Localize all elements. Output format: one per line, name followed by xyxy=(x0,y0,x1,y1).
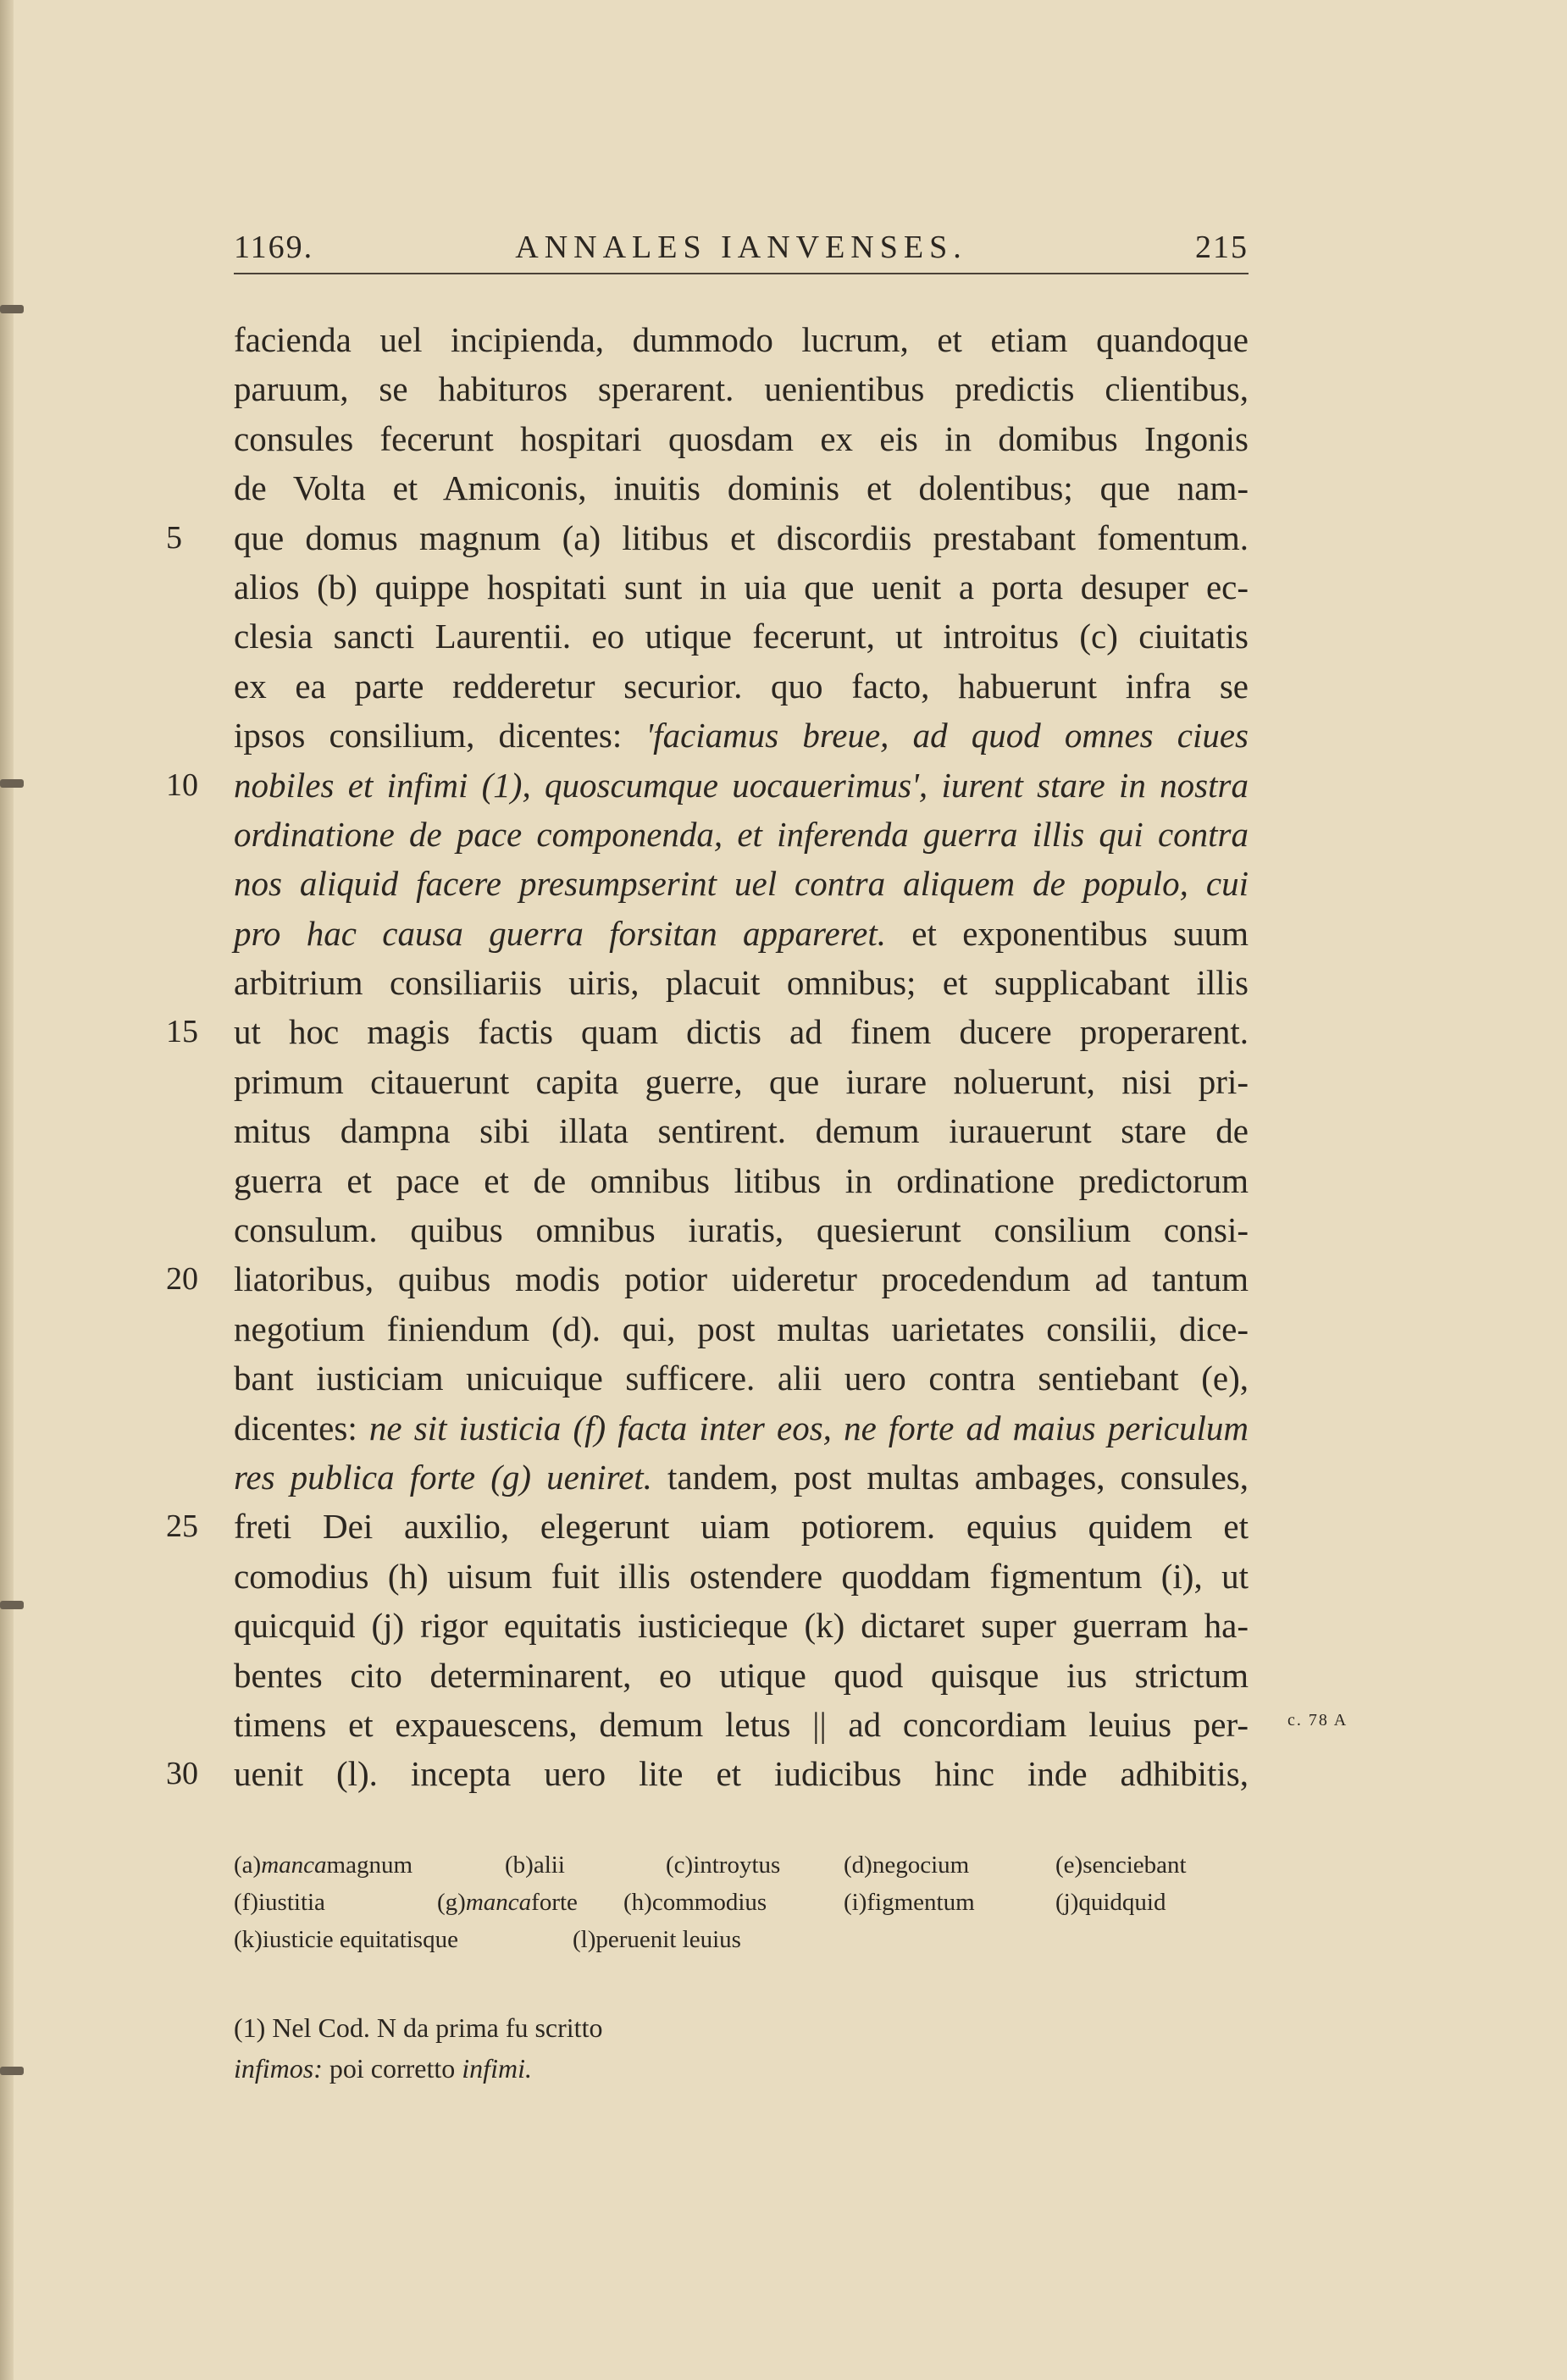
text-line-content xyxy=(234,810,1249,859)
line-number: 10 xyxy=(166,767,198,803)
variant-text: introytus xyxy=(693,1851,781,1879)
line-number: 15 xyxy=(166,1014,198,1050)
roman-text: et exponentibus suum xyxy=(911,913,1249,953)
variant-label: (k) xyxy=(234,1926,263,1953)
text-line xyxy=(234,1353,1249,1403)
variant-reading xyxy=(844,1884,975,1921)
text-line xyxy=(234,1651,1249,1700)
text-line-content xyxy=(234,1552,1249,1601)
text-line-content xyxy=(234,1749,1249,1798)
footnote-line xyxy=(234,2048,911,2089)
binding-mark xyxy=(0,1601,24,1609)
header-year: 1169. xyxy=(234,230,314,265)
text-line-content xyxy=(234,364,1249,413)
variant-reading xyxy=(1055,1884,1166,1921)
running-header xyxy=(234,222,1249,274)
text-line xyxy=(234,859,1249,908)
variant-label: (j) xyxy=(1055,1889,1079,1916)
variant-reading xyxy=(234,1884,325,1921)
variant-italic: manca xyxy=(261,1851,327,1879)
roman-text: alios (b) quippe hospitati sunt in uia que uenit a porta desuper ec- xyxy=(234,567,1249,606)
variant-label: (g) xyxy=(437,1889,466,1916)
variant-reading xyxy=(234,1846,413,1884)
text-line xyxy=(234,1057,1249,1106)
text-line-content xyxy=(234,1353,1249,1403)
roman-text: comodius (h) uisum fuit illis ostendere quoddam figmentum (i), ut xyxy=(234,1556,1249,1596)
roman-text: guerra et pace et de omnibus litibus in ordinatione predictorum xyxy=(234,1160,1249,1200)
variant-readings xyxy=(234,1846,1250,1958)
text-line-content xyxy=(234,1205,1249,1254)
text-line-content xyxy=(234,1502,1249,1551)
variant-row xyxy=(234,1846,1250,1884)
text-line xyxy=(234,364,1249,413)
footnote-text: poi corretto xyxy=(329,2053,456,2084)
text-line-content xyxy=(234,612,1249,661)
text-line xyxy=(234,1453,1249,1502)
text-line xyxy=(234,612,1249,661)
variant-label: (a) xyxy=(234,1851,262,1879)
page-edge xyxy=(0,0,14,2380)
text-line-content xyxy=(234,958,1249,1007)
text-line-content xyxy=(234,315,1249,364)
text-line xyxy=(234,315,1249,364)
text-line xyxy=(234,414,1249,463)
text-line-content xyxy=(234,1106,1249,1155)
variant-label: (i) xyxy=(844,1889,867,1916)
line-number: 25 xyxy=(166,1508,198,1545)
text-line-content xyxy=(234,761,1249,810)
roman-text: quicquid (j) rigor equitatis iusticieque (k) dictaret super guerram ha- xyxy=(234,1606,1249,1646)
roman-text: bentes cito determinarent, eo utique quod quisque ius strictum xyxy=(234,1655,1249,1695)
variant-text: magnum xyxy=(326,1851,413,1879)
text-line xyxy=(234,1552,1249,1601)
italic-text: nobiles et infimi (1), quoscumque uocauerimus', iurent stare in nostra xyxy=(234,765,1249,805)
text-line xyxy=(234,1205,1249,1254)
text-line-content xyxy=(234,1403,1249,1453)
text-line xyxy=(166,1749,1249,1798)
roman-text: dicentes: xyxy=(234,1408,369,1447)
variant-text: iusticie equitatisque xyxy=(262,1926,458,1953)
variant-label: (l) xyxy=(573,1926,596,1953)
line-number: 30 xyxy=(166,1756,198,1792)
variant-reading xyxy=(623,1884,767,1921)
text-line-content xyxy=(234,1254,1249,1303)
text-line-content xyxy=(234,909,1249,958)
roman-text: ipsos consilium, dicentes: xyxy=(234,716,646,756)
variant-reading xyxy=(666,1846,780,1884)
text-line xyxy=(234,1106,1249,1155)
text-line xyxy=(166,761,1249,810)
italic-text: pro hac causa guerra forsitan appareret. xyxy=(234,913,912,953)
text-line-content xyxy=(234,1007,1249,1056)
text-line xyxy=(166,1502,1249,1551)
variant-italic: manca xyxy=(465,1889,532,1916)
text-line-content xyxy=(234,463,1249,512)
text-line-content xyxy=(234,661,1249,711)
text-line xyxy=(234,810,1249,859)
variant-label: (h) xyxy=(623,1889,652,1916)
line-number: 20 xyxy=(166,1261,198,1298)
roman-text: primum citauerunt capita guerre, que iurare noluerunt, nisi pri- xyxy=(234,1061,1249,1101)
binding-mark xyxy=(0,2067,24,2075)
text-line xyxy=(234,1156,1249,1205)
italic-text: nos aliquid facere presumpserint uel contra aliquem de populo, cui xyxy=(234,864,1249,904)
text-line xyxy=(166,1007,1249,1056)
variant-text: commodius xyxy=(651,1889,767,1916)
variant-text: figmentum xyxy=(867,1889,975,1916)
text-line-content xyxy=(234,1156,1249,1205)
text-line-content xyxy=(234,1651,1249,1700)
text-line-content xyxy=(234,1453,1249,1502)
text-line-content xyxy=(234,513,1249,562)
text-line-content xyxy=(234,562,1249,612)
roman-text: timens et expauescens, demum letus || ad concordiam leuius per- xyxy=(234,1704,1249,1744)
variant-text: quidquid xyxy=(1078,1889,1166,1916)
roman-text: mitus dampna sibi illata sentirent. demum iurauerunt stare de xyxy=(234,1111,1249,1151)
line-number: 5 xyxy=(166,519,182,556)
italic-text: res publica forte (g) ueniret. xyxy=(234,1457,667,1497)
roman-text: de Volta et Amiconis, inuitis dominis et dolentibus; que nam- xyxy=(234,468,1249,508)
binding-mark xyxy=(0,779,24,788)
margin-note: c. 78 A xyxy=(1287,1711,1348,1730)
variant-row xyxy=(234,1921,1250,1958)
variant-text: negocium xyxy=(872,1851,970,1879)
variant-label: (c) xyxy=(666,1851,694,1879)
italic-text: 'faciamus breue, ad quod omnes ciues xyxy=(645,716,1249,756)
roman-text: freti Dei auxilio, elegerunt uiam potiorem. equius quidem et xyxy=(234,1507,1249,1547)
roman-text: uenit (l). incepta uero lite et iudicibus hinc inde adhibitis, xyxy=(234,1754,1249,1794)
text-line-content xyxy=(234,1601,1249,1650)
variant-label: (d) xyxy=(844,1851,872,1879)
variant-reading xyxy=(1055,1846,1187,1884)
footnote xyxy=(234,2007,911,2089)
text-line xyxy=(234,1304,1249,1353)
main-text xyxy=(166,315,1249,1799)
text-line-content xyxy=(234,1304,1249,1353)
roman-text: arbitrium consiliariis uiris, placuit omnibus; et supplicabant illis xyxy=(234,963,1249,1003)
footnote-italic: infimi. xyxy=(462,2053,532,2084)
text-line xyxy=(234,1700,1249,1749)
variant-text: peruenit leuius xyxy=(595,1926,741,1953)
roman-text: tandem, post multas ambages, consules, xyxy=(667,1457,1249,1497)
variant-reading xyxy=(844,1846,969,1884)
text-line xyxy=(234,958,1249,1007)
variant-reading xyxy=(505,1846,565,1884)
roman-text: facienda uel incipienda, dummodo lucrum, et etiam quandoque xyxy=(234,320,1249,359)
variant-reading xyxy=(573,1921,741,1958)
text-line xyxy=(234,463,1249,512)
text-line-content xyxy=(234,859,1249,908)
text-line xyxy=(234,711,1249,760)
roman-text: que domus magnum (a) litibus et discordiis prestabant fomentum. xyxy=(234,518,1249,557)
footnote-italic: infimos: xyxy=(234,2053,323,2084)
text-line xyxy=(234,1601,1249,1650)
header-title: ANNALES IANVENSES. xyxy=(515,230,967,265)
roman-text: ex ea parte redderetur securior. quo facto, habuerunt infra se xyxy=(234,666,1249,706)
variant-text: senciebant xyxy=(1083,1851,1187,1879)
roman-text: ut hoc magis factis quam dictis ad finem ducere properarent. xyxy=(234,1012,1249,1052)
text-line xyxy=(166,1254,1249,1303)
roman-text: bant iusticiam unicuique sufficere. alii uero contra sentiebant (e), xyxy=(234,1359,1249,1398)
text-line-content xyxy=(234,1700,1249,1749)
variant-text: iustitia xyxy=(257,1889,325,1916)
roman-text: consules fecerunt hospitari quosdam ex eis in domibus Ingonis xyxy=(234,418,1249,458)
variant-text: forte xyxy=(531,1889,578,1916)
text-line xyxy=(234,661,1249,711)
footnote-line: (1) Nel Cod. N da prima fu scritto xyxy=(234,2012,603,2043)
text-line xyxy=(234,909,1249,958)
variant-reading xyxy=(437,1884,578,1921)
binding-mark xyxy=(0,305,24,313)
text-line-content xyxy=(234,711,1249,760)
variant-row xyxy=(234,1884,1250,1921)
roman-text: clesia sancti Laurentii. eo utique fecerunt, ut introitus (c) ciuitatis xyxy=(234,617,1249,656)
variant-label: (e) xyxy=(1055,1851,1083,1879)
variant-label: (b) xyxy=(505,1851,534,1879)
variant-reading xyxy=(234,1921,458,1958)
page-number: 215 xyxy=(1195,230,1249,265)
italic-text: ordinatione de pace componenda, et inferenda guerra illis qui contra xyxy=(234,814,1249,854)
text-line xyxy=(234,1403,1249,1453)
text-line-content xyxy=(234,414,1249,463)
variant-text: alii xyxy=(533,1851,565,1879)
text-line-content xyxy=(234,1057,1249,1106)
text-line xyxy=(234,562,1249,612)
roman-text: paruum, se habituros sperarent. uenientibus predictis clientibus, xyxy=(234,369,1249,409)
italic-text: ne sit iusticia (f) facta inter eos, ne forte ad maius periculum xyxy=(368,1408,1249,1447)
variant-label: (f) xyxy=(234,1889,258,1916)
roman-text: negotium finiendum (d). qui, post multas uarietates consilii, dice- xyxy=(234,1309,1249,1348)
text-line xyxy=(166,513,1249,562)
roman-text: liatoribus, quibus modis potior uideretur procedendum ad tantum xyxy=(234,1259,1249,1299)
roman-text: consulum. quibus omnibus iuratis, quesierunt consilium consi- xyxy=(234,1210,1249,1250)
